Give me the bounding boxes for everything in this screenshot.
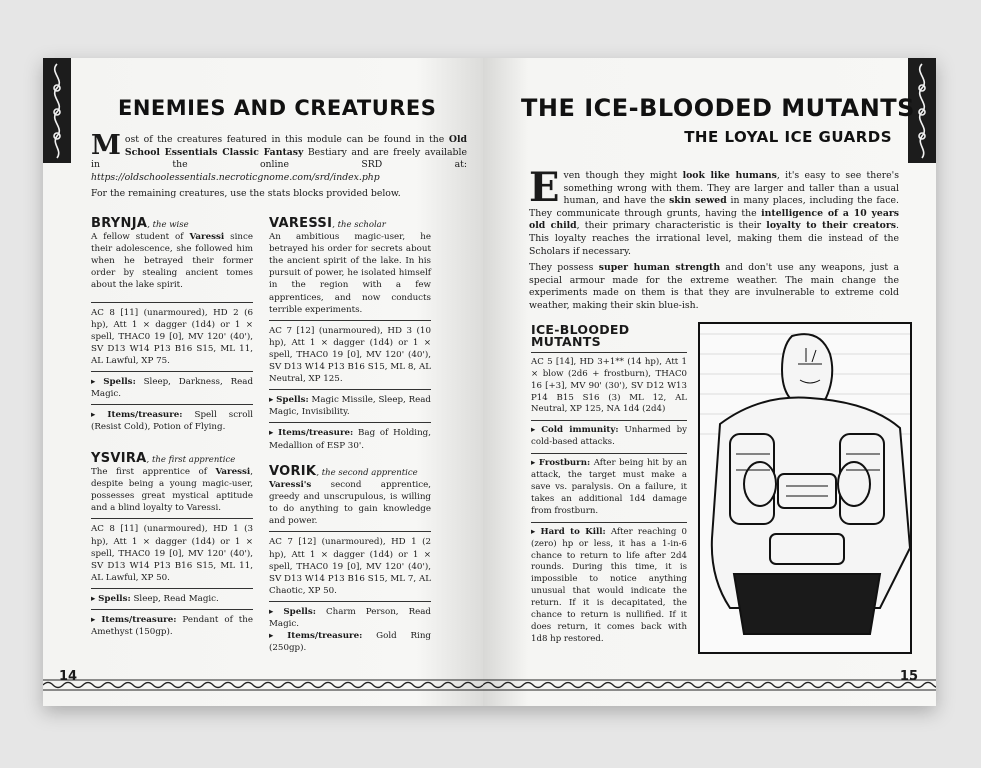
- npc-subtitle: , the scholar: [332, 220, 386, 230]
- book-spread: [43, 58, 936, 706]
- items: Spell scroll (Resist Cold), Potion of Flying.: [91, 410, 253, 433]
- page-number: 14: [59, 669, 78, 684]
- npc-stats: AC 7 [12] (unarmoured), HD 1 (2 hp), Att 1 × dagger (1d4) or 1 × spell, THAC0 19 [0], MV 120' (40'), SV D13 W14 P13 B16 S15, ML 7, AL Chaotic, XP 50.: [269, 537, 431, 596]
- srd-link[interactable]: https://oldschoolessentials.necroticgnome.com/srd/index.php: [91, 171, 380, 183]
- npc-stats: AC 8 [11] (unarmoured), HD 2 (6 hp), Att 1 × dagger (1d4) or 1 × spell, THAC0 19 [0], MV 120' (40'), SV D13 W14 P13 B16 S15, ML 11, AL Lawful, XP 75.: [91, 307, 253, 366]
- right-page: [483, 58, 936, 706]
- intro-part: , their primary characteristic is their: [576, 220, 767, 232]
- npc-subtitle: , the wise: [147, 220, 189, 230]
- ability-text: After reaching 0 (zero) hp or less, it has a 1-in-6 chance to return to life after 2d4 rounds. During this time, it is impossible to notice anything unusual that would indicate the return. If it is decapitated, the chance to return is nullified. If it does return, it comes back with 1d8 hp restored.: [531, 526, 687, 644]
- items-label: Items/treasure:: [101, 615, 177, 626]
- left-page: [43, 58, 483, 706]
- wave-border-icon: [43, 676, 483, 694]
- spells: Charm Person, Read Magic.: [269, 606, 431, 630]
- npc-desc: second apprentice, greedy and unscrupulous, is willing to do anything to gain knowledge and power.: [269, 480, 431, 527]
- ability-text: Unharmed by cold-based attacks.: [531, 425, 688, 448]
- spells: Magic Missile, Sleep, Read Magic, Invisibility.: [269, 395, 431, 418]
- npc-name: YSVIRA: [91, 451, 147, 466]
- npc-block-vorik: VORIK, the second apprentice Varessi's second apprentice, greedy and unscrupulous, is willing to do anything to gain knowledge and power. AC 7 [12] (unarmoured), HD 1 (2 hp), Att 1 × dagger (1d4) or 1 × spell, THAC0 19 [0], MV 120' (40'), SV D13 W14 P13 B16 S15, ML 7, AL Chaotic, XP 50. ▸ Spells: Charm Person, Read Magic. ▸ Items/treasure: Gold Ring (250gp).: [269, 464, 431, 654]
- intro-text: [91, 130, 467, 205]
- page-title: THE ICE-BLOODED MUTANTS: [521, 94, 915, 122]
- items: Bag of Holding, Medallion of ESP 30'.: [269, 428, 431, 451]
- npc-desc-bold: Varessi: [189, 232, 225, 243]
- ability-label: Cold immunity:: [541, 425, 619, 436]
- items: Pendant of the Amethyst (150gp).: [91, 615, 254, 638]
- intro-part: ven though they might: [563, 170, 683, 181]
- ability-text: After being hit by an attack, the target must make a save vs. paralysis. On a failure, it takes an additional 1d4 damage from frostburn.: [531, 458, 687, 516]
- npc-desc: An ambitious magic-user, he betrayed his order for secrets about the ancient spirit of the lake. In his pursuit of power, he isolated himself in the region with a few apprentices, and now conducts terrible experiments.: [269, 232, 431, 315]
- intro-text: [529, 164, 899, 317]
- npc-name: VORIK: [269, 464, 317, 479]
- mutant-illustration: [698, 322, 912, 654]
- intro-part: They possess: [529, 262, 599, 274]
- npc-stats: AC 7 [12] (unarmoured), HD 3 (10 hp), Att 1 × dagger (1d4) or 1 × spell, THAC0 19 [0], MV 120' (40'), SV D13 W14 P13 B16 S15, ML 8, AL Neutral, XP 125.: [269, 325, 431, 385]
- spells: Sleep, Darkness, Read Magic.: [91, 377, 253, 400]
- intro-part: Bestiary and are freely available in the online SRD at:: [91, 146, 467, 171]
- intro-bold: Old School Essentials Classic Fantasy: [124, 134, 467, 158]
- intro-part: , it's easy to see there's something wrong with them. They are larger and taller than a usual human, and have the: [563, 170, 899, 207]
- intro-part: . This loyalty reaches the irrational level, making them die instead of the Scholars if necessary.: [529, 220, 899, 257]
- npc-stats: AC 8 [11] (unarmoured), HD 1 (3 hp), Att 1 × dagger (1d4) or 1 × spell, THAC0 19 [0], MV 120' (40'), SV D13 W14 P13 B16 S15, ML 11, AL Lawful, XP 50.: [91, 524, 253, 583]
- intro-bold: look like humans: [682, 170, 777, 181]
- npc-name: BRYNJA: [91, 216, 148, 231]
- page-number: 15: [899, 669, 918, 684]
- monster-stat-block: ICE-BLOODED MUTANTS AC 5 [14], HD 3+1** (14 hp), Att 1 × blow (2d6 + frostburn), THAC0 16 [+3], MV 90' (30'), SV D12 W13 P14 B15 S16 (3) ML 12, AL Neutral, XP 125, NA 1d4 (2d4) ▸ Cold immunity: Unharmed by cold-based attacks. ▸ Frostburn: After being hit by an attack, the target must make a save vs. paralysis. On a failure, it takes an additional 1d4 damage from frostburn. ▸ Hard to Kill: After reaching 0 (zero) hp or less, it has a 1-in-6 chance to return to life after 2d4 rounds. During this time, it is impossible to notice anything unusual that would indicate the return. If it is decapitated, the chance to return is nullified. If it does return, it comes back with 1d8 hp restored.: [531, 322, 688, 644]
- npc-subtitle: , the first apprentice: [146, 455, 236, 465]
- npc-block-varessi: VARESSI, the scholar An ambitious magic-user, he betrayed his order for secrets about the ancient spirit of the lake. In his pursuit of power, he isolated himself in the region with a few apprentices, and now conducts terrible experiments. AC 7 [12] (unarmoured), HD 3 (10 hp), Att 1 × dagger (1d4) or 1 × spell, THAC0 19 [0], MV 120' (40'), SV D13 W14 P13 B16 S15, ML 8, AL Neutral, XP 125. ▸ Spells: Magic Missile, Sleep, Read Magic, Invisibility. ▸ Items/treasure: Bag of Holding, Medallion of ESP 30'.: [269, 216, 431, 451]
- intro-bold: intelligence of a 10 years old child: [529, 207, 899, 232]
- monster-stats: AC 5 [14], HD 3+1** (14 hp), Att 1 × blow (2d6 + frostburn), THAC0 16 [+3], MV 90' (30'), SV D12 W13 P14 B15 S16 (3) ML 12, AL Neutral, XP 125, NA 1d4 (2d4): [531, 356, 687, 415]
- spells-label: Spells:: [103, 377, 136, 388]
- drop-cap: E: [529, 164, 560, 211]
- spells-label: Spells:: [276, 395, 309, 406]
- items-label: Items/treasure:: [278, 428, 354, 439]
- npc-name: VARESSI: [269, 216, 333, 231]
- npc-desc-bold: Varessi: [215, 467, 251, 478]
- items-label: Items/treasure:: [287, 631, 363, 642]
- spells: Sleep, Read Magic.: [130, 593, 219, 604]
- wave-border-icon: [483, 676, 936, 694]
- spells-label: Spells:: [283, 606, 316, 617]
- npc-subtitle: , the second apprentice: [316, 468, 418, 478]
- ability-label: Hard to Kill:: [540, 526, 606, 537]
- intro-bold: super human strength: [598, 262, 721, 274]
- intro-bold: loyalty to their creators: [766, 220, 897, 232]
- npc-desc: , despite being a young magic-user, possesses great mystical aptitude and a blind loyalty to Varessi.: [91, 467, 253, 514]
- npc-desc: since their adolescence, she followed him when he betrayed their former order by stealing ancient tomes about the lake spirit.: [91, 232, 253, 291]
- intro-part: in many places, including the face. They communicate through grunts, having the: [529, 195, 899, 219]
- intro-part: and don't use any weapons, just a special armour made for the extreme weather. The main change the experiments made on them is that they are invulnerable to extreme cold weather, making their skin blue-ish.: [529, 262, 899, 311]
- npc-desc: The first apprentice of: [91, 467, 216, 478]
- spells-label: Spells:: [98, 593, 131, 604]
- intro-part: ost of the creatures featured in this module can be found in the: [124, 134, 449, 145]
- npc-desc-bold: Varessi's: [269, 480, 312, 491]
- page-title: ENEMIES AND CREATURES: [118, 96, 437, 120]
- monster-name: ICE-BLOODED MUTANTS: [531, 322, 630, 349]
- npc-desc: A fellow student of: [91, 232, 190, 243]
- intro-bold: skin sewed: [669, 195, 727, 207]
- page-subtitle: THE LOYAL ICE GUARDS: [684, 128, 892, 146]
- ability-label: Frostburn:: [538, 458, 591, 469]
- intro-line: For the remaining creatures, use the stats blocks provided below.: [91, 188, 401, 200]
- npc-block-brynja: BRYNJA, the wise A fellow student of Varessi since their adolescence, she followed him when he betrayed their former order by stealing ancient tomes about the lake spirit. AC 8 [11] (unarmoured), HD 2 (6 hp), Att 1 × dagger (1d4) or 1 × spell, THAC0 19 [0], MV 120' (40'), SV D13 W14 P13 B16 S15, ML 11, AL Lawful, XP 75. ▸ Spells: Sleep, Darkness, Read Magic. ▸ Items/treasure: Spell scroll (Resist Cold), Potion of Flying.: [91, 216, 253, 433]
- corner-ornament-icon: [43, 58, 71, 163]
- items-label: Items/treasure:: [107, 410, 183, 421]
- items: Gold Ring (250gp).: [269, 631, 431, 654]
- drop-cap: M: [91, 130, 121, 161]
- npc-block-ysvira: YSVIRA, the first apprentice The first apprentice of Varessi, despite being a young magic-user, possesses great mystical aptitude and a blind loyalty to Varessi. AC 8 [11] (unarmoured), HD 1 (3 hp), Att 1 × dagger (1d4) or 1 × spell, THAC0 19 [0], MV 120' (40'), SV D13 W14 P13 B16 S15, ML 11, AL Lawful, XP 50. ▸ Spells: Sleep, Read Magic. ▸ Items/treasure: Pendant of the Amethyst (150gp).: [91, 451, 254, 638]
